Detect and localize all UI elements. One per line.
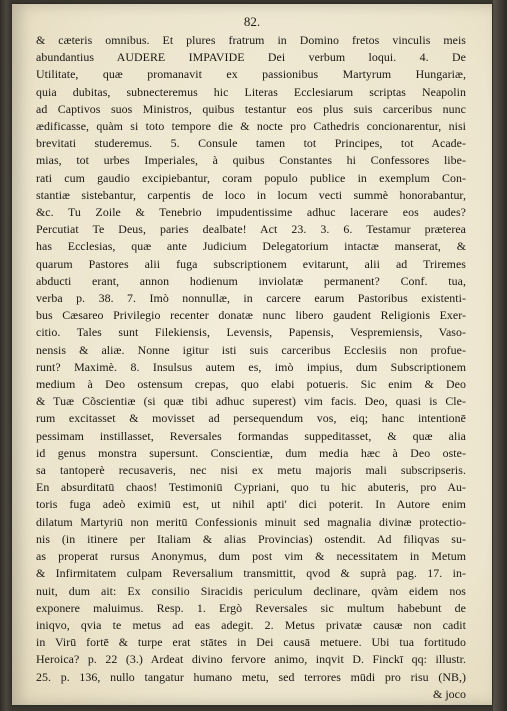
text-line: in Virū fortē & turpe erat stātes in Dei causā metuere. Ubi tua fortitudo: [36, 635, 466, 650]
text-line: & Infirmitatem culpam Reversalium transmittit, qvod & suprà pag. 17. in-: [36, 566, 466, 581]
book-spine-edge: [493, 0, 507, 711]
text-line: nis (in itinere per Italiam & alias Provincias) ostendit. Ad filiqvas su-: [36, 531, 466, 546]
text-line: Percutiat Te Deus, paries dealbate! Act 23. 3. 6. Testamur præterea: [36, 222, 466, 237]
text-line: abundantius AUDERE IMPAVIDE Dei verbum loqui. 4. De: [36, 50, 466, 65]
text-line: stantiæ sistebantur, carpentis de loco in locum vecti summè honorabantur,: [36, 187, 466, 202]
text-line: mias, tot urbes Imperiales, à quibus Constantes hi Confessores libe-: [36, 153, 466, 168]
text-line: quia dubitas, subnecteremus hic Literas Ecclesiarum scriptas Neapolin: [36, 84, 466, 99]
text-line: &c. Tu Zoile & Tenebrio impudentissime adhuc lacerare eos audes?: [36, 205, 466, 220]
text-line: & joco: [433, 686, 466, 701]
text-line: sa tantoperè recusaveris, nec nisi ex metu majoris mali subscripseris.: [36, 463, 466, 478]
text-line: abducti erant, annon hodienum inviolatæ permanent? Conf. tua,: [36, 273, 466, 288]
text-line: dilatum Martyriū non meritū Confessionis minuit sed magnalia divinæ protectio-: [36, 514, 466, 529]
text-line: nuit, dum ait: Ex consilio Siracidis periculum declinare, qvàm eidem nos: [36, 583, 466, 598]
text-line: & Tuæ Cõscientiæ (si quæ tibi adhuc superest) vim facis. Deo, quasi is Cle-: [36, 394, 466, 409]
text-line: 25. p. 136, nullo tangatur humano metu, sed terrores mūdi pro risu (NB,): [36, 669, 466, 684]
text-line: runt? Maximè. 8. Insulsus autem es, imò impius, dum Subscriptionem: [36, 359, 466, 374]
text-line: iniqvo, qvia te metus ad eas adegit. 2. Metus privatæ causæ non cadit: [36, 617, 466, 632]
text-line: & cæteris omnibus. Et plures fratrum in Domino fretos vinculis meis: [36, 33, 466, 47]
page-number: 82.: [243, 14, 261, 29]
text-line: quarum Pastores alii fuga subscriptionem evitarunt, alii ad Triremes: [36, 256, 466, 271]
text-line: as properat rursus Anonymus, dum post vim & necessitatem in Metum: [36, 549, 466, 564]
text-line: citio. Tales sunt Filekiensis, Levensis, Papensis, Vespremiensis, Vaso-: [36, 325, 466, 340]
text-line: Utilitate, quæ promanavit ex passionibus Martyrum Hungariæ,: [36, 67, 466, 82]
text-line: Heroica? p. 22 (3.) Ardeat divino fervore animo, inqvit D. Finckī qq: illustr.: [36, 652, 466, 667]
text-line: ædificasse, quàm si toto tempore die & nocte pro Cathedris concionarentur, nisi: [36, 119, 466, 134]
text-line: brevitati studeremus. 5. Consule tamen tot Principes, tot Acade-: [36, 136, 466, 151]
text-line: ad Captivos suos Ministros, quibus testantur eos plus suis carceribus nunc: [36, 101, 466, 116]
text-line: rati cum gaudio excipiebantur, coram populo publice in exemplum Con-: [36, 170, 466, 185]
book-page: [12, 4, 492, 705]
text-line: medium à Deo ostensum crepas, quo elabi potueris. Sic enim & Deo: [36, 377, 466, 392]
text-line: id genus monstra supersunt. Conscientiæ, dum media hæc à Deo oste-: [36, 445, 466, 460]
text-line: has Ecclesias, quæ ante Judicium Delegatorium intactæ manserat, &: [36, 239, 466, 254]
text-line: nensis & aliæ. Nonne igitur isti suis carceribus Ecclesiis non profue-: [36, 342, 466, 357]
text-line: rum excitasset & movisset ad persequendum vos, eiq; hanc intentionē: [36, 411, 466, 426]
text-line: toris fuga adeò eximiū est, ut nihil apti' dici poterit. In Autore enim: [36, 497, 466, 512]
page-text-block: [36, 32, 466, 703]
text-line: exponere maluimus. Resp. 1. Ergò Reversales sic multum habebunt de: [36, 600, 466, 615]
text-line: pessimam instillasset, Reversales formandas suppeditasset, & quæ alia: [36, 428, 466, 443]
text-line: bus Cæsareo Privilegio recenter donatæ nunc libero gaudent Religionis Exer-: [36, 308, 466, 323]
text-line: En absurditatū chaos! Testimoniū Cypriani, quo tu hic abuteris, pro Au-: [36, 480, 466, 495]
text-line: verba p. 38. 7. Imò nonnullæ, in carcere earum Pastoribus existenti-: [36, 291, 466, 306]
